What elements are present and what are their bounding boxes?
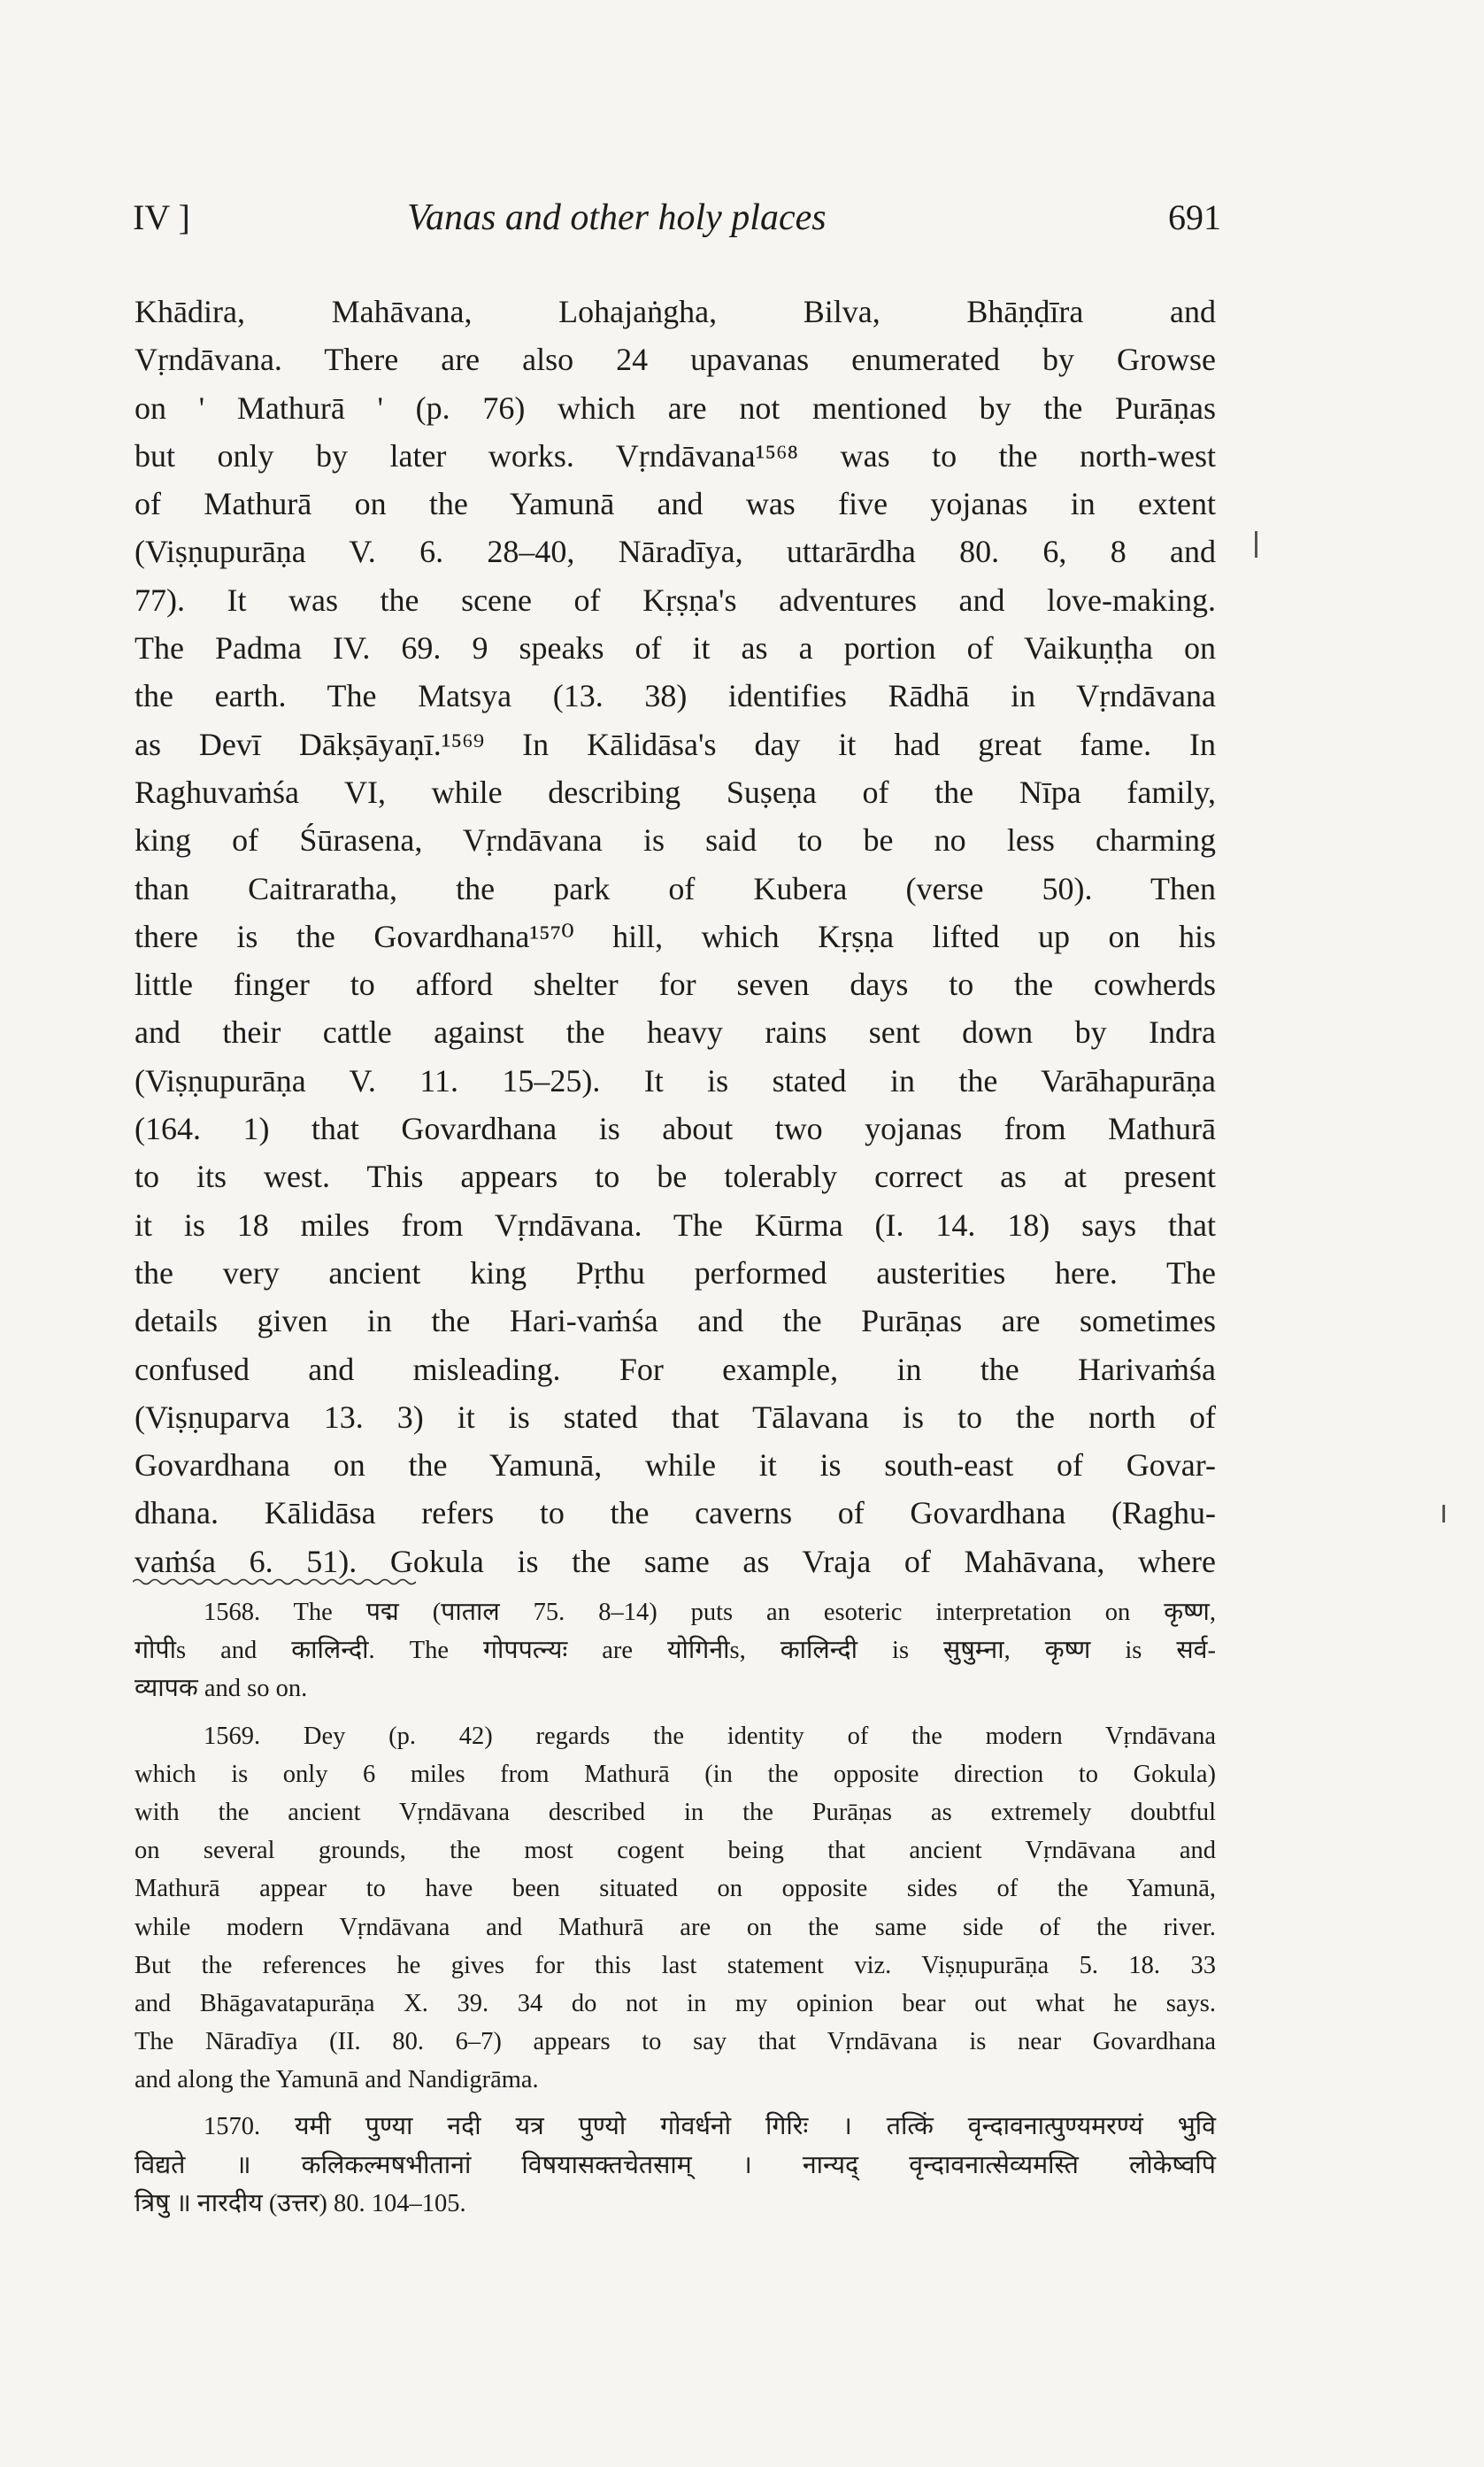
footnote-line: Mathurā appear to have been situated on opposite sides of the Yamunā, — [135, 1875, 1216, 1903]
body-line: (Viṣṇupurāṇa V. 11. 15–25). It is stated in the Varāhapurāṇa — [135, 1062, 1216, 1099]
body-line: Govardhana on the Yamunā, while it is south-east of Govar- — [135, 1447, 1216, 1484]
body-line: of Mathurā on the Yamunā and was five yojanas in extent — [135, 486, 1216, 522]
running-header — [133, 197, 1221, 258]
footnote-line: विद्यते ॥ कलिकल्मषभीतानां विषयासक्तचेतसाम् । नान्यद् वृन्दावनात्सेव्यमस्ति लोकेष्वपि — [135, 2151, 1216, 2179]
footnote-line: 1570. यमी पुण्या नदी यत्र पुण्यो गोवर्धनो गिरिः । तत्किं वृन्दावनात्पुण्यमरण्यं भुवि — [204, 2113, 1216, 2141]
body-line: it is 18 miles from Vṛndāvana. The Kūrma (I. 14. 18) says that — [135, 1207, 1216, 1243]
body-line: little finger to afford shelter for seven days to the cowherds — [135, 967, 1216, 1003]
footnote-rule — [133, 1576, 416, 1588]
footnote — [135, 1593, 1216, 1708]
body-line: 77). It was the scene of Kṛṣṇa's adventures and love-making. — [135, 582, 1216, 618]
body-line: on ' Mathurā ' (p. 76) which are not mentioned by the Purāṇas — [135, 389, 1216, 426]
footnote-line: 1569. Dey (p. 42) regards the identity of the modern Vṛndāvana — [204, 1722, 1216, 1750]
body-line: Khādira, Mahāvana, Lohajaṅgha, Bilva, Bhāṇḍīra and — [135, 294, 1216, 329]
body-line: Raghuvaṁśa VI, while describing Suṣeṇa of the Nīpa family, — [135, 774, 1216, 810]
footnote — [135, 2108, 1216, 2223]
body-line: Vṛndāvana. There are also 24 upavanas enumerated by Growse — [135, 342, 1216, 378]
body-line: vaṁśa 6. 51). Gokula is the same as Vraja of Mahāvana, where — [135, 1543, 1216, 1579]
margin-mark — [1442, 1505, 1445, 1523]
body-line: details given in the Hari-vaṁśa and the Purāṇas are sometimes — [135, 1303, 1216, 1339]
body-line: and their cattle against the heavy rains sent down by Indra — [135, 1014, 1216, 1051]
body-line: dhana. Kālidāsa refers to the caverns of Govardhana (Raghu- — [135, 1495, 1216, 1531]
footnote-line: गोपीs and कालिन्दी. The गोपपत्न्यः are योगिनीs, कालिन्दी is सुषुम्ना, कृष्ण is सर्व- — [135, 1637, 1216, 1665]
body-line: than Caitraratha, the park of Kubera (verse 50). Then — [135, 870, 1216, 906]
footnote-line: and along the Yamunā and Nandigrāma. — [135, 2066, 539, 2094]
body-text — [135, 288, 1216, 1585]
footnote — [135, 1717, 1216, 2100]
footnote-line: with the ancient Vṛndāvana described in the Purāṇas as extremely doubtful — [135, 1798, 1216, 1826]
section-marker: IV ] — [133, 197, 190, 237]
running-title: Vanas and other holy places — [407, 197, 827, 238]
body-line: but only by later works. Vṛndāvana¹⁵⁶⁸ was to the north-west — [135, 437, 1216, 474]
body-line: (Viṣṇuparva 13. 3) it is stated that Tālavana is to the north of — [135, 1399, 1216, 1435]
margin-mark — [1255, 531, 1257, 558]
body-line: as Devī Dākṣāyaṇī.¹⁵⁶⁹ In Kālidāsa's day it had great fame. In — [135, 726, 1216, 762]
body-line: the earth. The Matsya (13. 38) identifies Rādhā in Vṛndāvana — [135, 678, 1216, 714]
body-line: (Viṣṇupurāṇa V. 6. 28–40, Nāradīya, uttarārdha 80. 6, 8 and — [135, 534, 1216, 570]
body-line: (164. 1) that Govardhana is about two yojanas from Mathurā — [135, 1111, 1216, 1147]
footnotes — [135, 1593, 1216, 2232]
footnote-line: on several grounds, the most cogent being that ancient Vṛndāvana and — [135, 1837, 1216, 1865]
footnote-line: The Nāradīya (II. 80. 6–7) appears to say that Vṛndāvana is near Govardhana — [135, 2028, 1216, 2056]
footnote-line: But the references he gives for this last statement viz. Viṣṇupurāṇa 5. 18. 33 — [135, 1951, 1216, 1979]
footnote-line: which is only 6 miles from Mathurā (in the opposite direction to Gokula) — [135, 1760, 1216, 1788]
footnote-line: त्रिषु ॥ नारदीय (उत्तर) 80. 104–105. — [135, 2189, 466, 2217]
body-line: king of Śūrasena, Vṛndāvana is said to be no less charming — [135, 822, 1216, 859]
footnote-line: and Bhāgavatapurāṇa X. 39. 34 do not in my opinion bear out what he says. — [135, 1989, 1216, 2017]
page-number: 691 — [1168, 197, 1221, 237]
footnote-line: 1568. The पद्म (पाताल 75. 8–14) puts an esoteric interpretation on कृष्ण, — [204, 1599, 1216, 1626]
body-line: to its west. This appears to be tolerably correct as at present — [135, 1159, 1216, 1195]
body-line: the very ancient king Pṛthu performed austerities here. The — [135, 1254, 1216, 1291]
body-line: confused and misleading. For example, in the Harivaṁśa — [135, 1351, 1216, 1387]
footnote-line: व्यापक and so on. — [135, 1675, 308, 1703]
footnote-line: while modern Vṛndāvana and Mathurā are on the same side of the river. — [135, 1913, 1216, 1941]
body-line: there is the Govardhana¹⁵⁷⁰ hill, which Kṛṣṇa lifted up on his — [135, 918, 1216, 954]
body-line: The Padma IV. 69. 9 speaks of it as a portion of Vaikuṇṭha on — [135, 630, 1216, 667]
